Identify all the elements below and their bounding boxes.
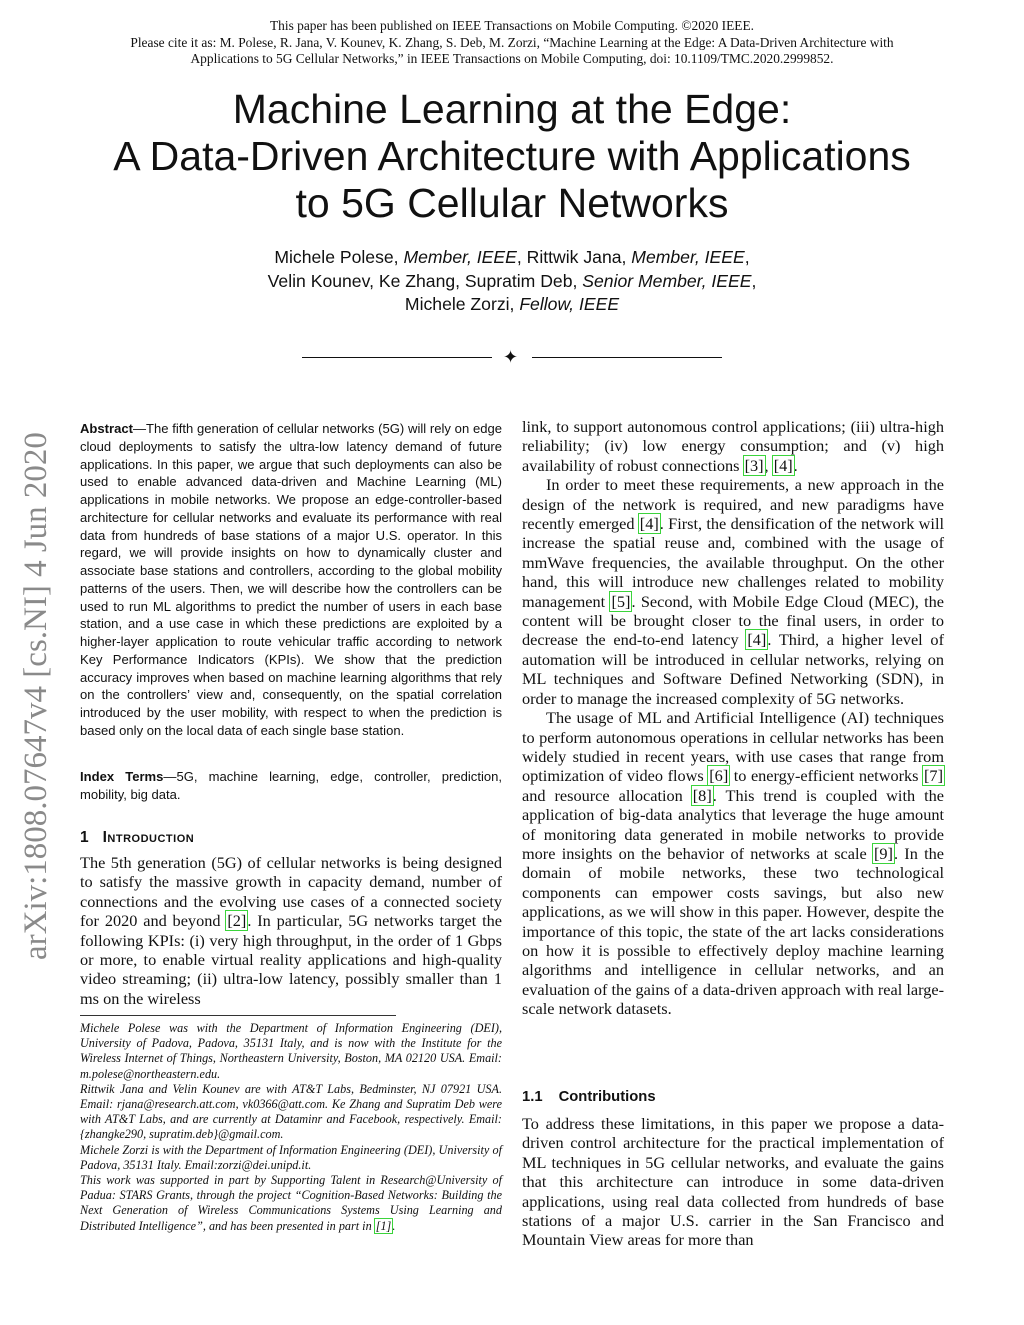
title-line-2: A Data-Driven Architecture with Applications bbox=[113, 133, 911, 179]
footnotes bbox=[80, 1021, 502, 1234]
author-line-1 bbox=[60, 246, 964, 270]
abstract-text: —The fifth generation of cellular networks (5G) will rely on edge cloud deployments to satisfy the ultra-low latency demand of future applications. In this paper, we argue that such deployments can also be used to enable advanced data-driven and Machine Learning (ML) applications in mobile networks. We propose an edge-controller-based architecture for cellular networks and evaluate its performance with real data from hundreds of base stations of a major U.S. operator. In this regard, we will provide insights on how to dynamically cluster and associate base stations and controllers, according to the global mobility patterns of the users. Then, we will describe how the controllers can be used to run ML algorithms to predict the number of users in each base station, and a use case in which these predictions are exploited by a higher-layer application to route vehicular traffic according to network Key Performance Indicators (KPIs). We show that the prediction accuracy improves when based on machine learning algorithms that rely on the controllers’ view and, consequently, on the spatial correlation introduced by the user mobility, with respect to when the prediction is based only on the local data of each single base station. bbox=[80, 421, 502, 738]
index-terms bbox=[80, 768, 502, 804]
author-separator: , bbox=[751, 270, 757, 291]
citation-link[interactable]: [8] bbox=[692, 785, 712, 805]
body-paragraph bbox=[522, 475, 944, 708]
citation-link[interactable]: [4] bbox=[747, 630, 767, 650]
author-list bbox=[60, 246, 964, 317]
footnote-text: . bbox=[392, 1218, 396, 1233]
index-terms-text: —5G, machine learning, edge, controller, prediction, mobility, big data. bbox=[80, 769, 502, 802]
subsection-number: 1.1 bbox=[522, 1089, 543, 1105]
body-text: link, to support autonomous control applications; (iii) ultra-high reliability; (iv) low energy consumption; and (v) high availability of robust connections bbox=[522, 417, 944, 475]
section-number: 1 bbox=[80, 829, 89, 846]
notice-line-1: This paper has been published on IEEE Transactions on Mobile Computing. ©2020 IEEE. bbox=[270, 18, 754, 33]
footnote-affiliation-2: Rittwik Jana and Velin Kounev are with AT&T Labs, Bedminster, NJ 07921 USA. Email: rjana@research.att.com, vk0366@att.com. Ke Zhang and Supratim Deb were with AT&T Labs, and are currently at Dataminr and Facebook, respectively. Email: {zhangke290, supratim.deb}@gmail.com. bbox=[80, 1081, 502, 1142]
title-line-3: to 5G Cellular Networks bbox=[295, 180, 729, 226]
abstract bbox=[80, 420, 502, 740]
body-text: . First, the densification of the network will increase the spatial reuse and, combined with the usage of mmWave frequencies, the available throughput. On the other hand, this will introduce new challenges related to mobility management bbox=[522, 514, 945, 611]
citation-link[interactable]: [7] bbox=[924, 766, 943, 786]
intro-text: The 5th generation (5G) of cellular networks is being designed to satisfy the massive growth in capacity demand, number of connections and the evolving use cases of a connected society for 2020 and beyond bbox=[80, 853, 502, 931]
body-text: and resource allocation bbox=[522, 785, 692, 805]
contributions-paragraph: To address these limitations, in this paper we propose a data-driven control architecture for the practical implementation of ML techniques in 5G cellular networks, and evaluate the gains that this architecture can introduce in some data-driven applications, using real data collected from hundreds of base stations of a major U.S. carrier in the San Francisco and Mountain View areas for more than bbox=[522, 1114, 944, 1250]
citation-link[interactable]: [3] bbox=[744, 455, 764, 475]
body-text: In order to meet these requirements, a new approach in the design of the network is required, and new paradigms have recently emerged bbox=[522, 475, 944, 534]
intro-text: . In particular, 5G networks target the following KPIs: (i) very high throughput, in the order of 1 Gbps or more, to enable virtual reality applications and high-quality video streaming; (ii) ultra-low latency, possibly smaller than 1 ms on the wireless bbox=[80, 911, 502, 1008]
body-text: , bbox=[764, 455, 773, 475]
footnote-text: This work was supported in part by Supporting Talent in Research@University of Padua: STARS Grants, through the project “Cognition-Based Networks: Building the Next Generation of Wireless Communications Systems Using Learning and Distributed Intelligence”, and has been presented in part in bbox=[80, 1173, 502, 1233]
footnote-affiliation-1: Michele Polese was with the Department of Information Engineering (DEI), University of Padova, Padova, 35131 Italy, and is now with the Institute for the Wireless Internet of Things, Northeastern University, Boston, MA 02120 USA. Email: m.polese@northeastern.edu. bbox=[80, 1021, 502, 1081]
body-text: to energy-efficient networks bbox=[729, 766, 924, 786]
citation-link[interactable]: [6] bbox=[709, 766, 729, 786]
author-line-3 bbox=[60, 293, 964, 317]
footnote-funding bbox=[80, 1173, 502, 1234]
body-paragraph bbox=[522, 417, 944, 475]
subsection-heading-contributions bbox=[522, 1089, 656, 1105]
citation-link[interactable]: [9] bbox=[874, 843, 893, 863]
footnote-affiliation-3: Michele Zorzi is with the Department of Information Engineering (DEI), University of Padova, 35131 Italy. Email:zorzi@dei.unipd.it. bbox=[80, 1142, 502, 1172]
body-text: . Second, with Mobile Edge Cloud (MEC), the content will be brought closer to the final users, in order to decrease the end-to-end latency bbox=[522, 591, 944, 650]
paper-title bbox=[60, 86, 964, 227]
body-text: . In the domain of mobile networks, these two technological components can empower costs savings, but also new applications, as we will show in this paper. However, despite the importance of this topic, the state of the art lacks considerations on how it is possible to effectively deploy machine learning algorithms and intelligence in cellular networks, and an evaluation of the gains of a data-driven approach with real large-scale network datasets. bbox=[522, 843, 944, 1019]
notice-line-3: Applications to 5G Cellular Networks,” in IEEE Transactions on Mobile Computing, doi: 10.1109/TMC.2020.2999852. bbox=[190, 51, 834, 66]
arxiv-stamp: arXiv:1808.07647v4 [cs.NI] 4 Jun 2020 bbox=[18, 432, 54, 960]
body-text: . bbox=[793, 455, 798, 475]
author-name: Michele Polese, bbox=[274, 247, 404, 267]
title-divider bbox=[302, 347, 722, 369]
citation-link[interactable]: [4] bbox=[639, 514, 659, 534]
left-column bbox=[80, 420, 502, 1008]
author-line-2 bbox=[60, 270, 964, 294]
divider-line-left bbox=[302, 357, 492, 358]
body-text: The usage of ML and Artificial Intelligence (AI) techniques to perform autonomous operations in cellular networks has been widely studied in recent years, with use cases that range from optimization of video flows bbox=[522, 708, 944, 786]
author-name: Velin Kounev, Ke Zhang, Supratim Deb, bbox=[267, 270, 583, 291]
author-role: Member, IEEE bbox=[403, 247, 517, 267]
body-text: . This trend is coupled with the application of big-data analytics that leverage the huge amount of monitoring data generated in mobile networks to provide more insights on the behavior of networks at scale bbox=[522, 785, 944, 863]
citation-link[interactable]: [5] bbox=[611, 591, 631, 611]
intro-paragraph bbox=[80, 853, 502, 1008]
author-role: Senior Member, IEEE bbox=[582, 270, 752, 291]
index-terms-label: Index Terms bbox=[80, 769, 164, 784]
body-text: . Third, a higher level of automation will be introduced in cellular networks, relying on ML techniques and Software Defined Networking (SDN), in order to manage the increased complexity of 5G networks. bbox=[522, 630, 944, 708]
author-role: Fellow, IEEE bbox=[519, 294, 620, 314]
notice-line-2: Please cite it as: M. Polese, R. Jana, V. Kounev, K. Zhang, S. Deb, M. Zorzi, “Machine Learning at the Edge: A Data-Driven Architecture with bbox=[130, 34, 894, 50]
citation-link[interactable]: [1] bbox=[375, 1218, 392, 1233]
citation-link[interactable]: [4] bbox=[773, 455, 793, 475]
citation-link[interactable]: [2] bbox=[227, 911, 247, 931]
section-heading-introduction bbox=[80, 829, 502, 847]
divider-line-right bbox=[532, 357, 722, 358]
title-line-1: Machine Learning at the Edge: bbox=[232, 86, 792, 132]
subsection-title: Contributions bbox=[558, 1089, 656, 1105]
section-title: Introduction bbox=[102, 829, 195, 846]
author-role: Member, IEEE bbox=[631, 247, 745, 267]
right-column bbox=[522, 417, 945, 1250]
author-separator: , bbox=[744, 247, 750, 267]
author-name: , Rittwik Jana, bbox=[516, 247, 632, 267]
publication-notice bbox=[60, 18, 964, 68]
body-paragraph bbox=[522, 708, 944, 1019]
divider-star-icon: ✦ bbox=[503, 347, 519, 367]
abstract-label: Abstract bbox=[80, 421, 133, 436]
author-name: Michele Zorzi, bbox=[404, 294, 520, 314]
footnote-rule bbox=[80, 1015, 396, 1016]
